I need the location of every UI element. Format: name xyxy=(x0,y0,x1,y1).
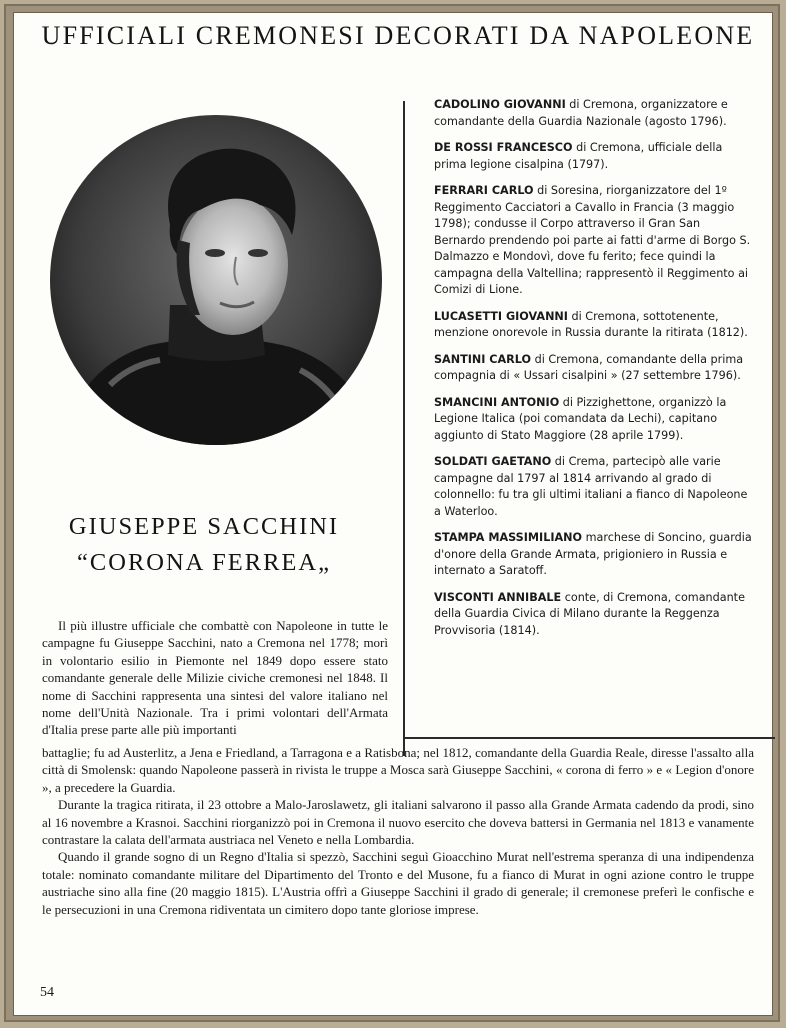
officer-name: VISCONTI ANNIBALE xyxy=(434,590,562,604)
body-paragraph-1-start: Il più illustre ufficiale che combattè con Napoleone in tutte le campagne fu Giuseppe Sacchini, nato a Cremona nel 1778; morì in volontario esilio in Piemonte nel 1849 dopo essere stato comandante generale delle Milizie civiche cremonesi nel 1848. Il nome di Sacchini rappresenta una sintesi del valore italiano nel nome dell'Unità Nazionale. Tra i primi volontari dell'Armata d'Italia prese parte alle più importanti xyxy=(42,618,388,738)
hero-name: GIUSEPPE SACCHINI xyxy=(68,513,340,540)
hero-nickname: “CORONA FERREA„ xyxy=(77,549,331,576)
list-item xyxy=(434,183,752,299)
officer-description: di Cremona, sottotenente, menzione onorevole in Russia durante la ritirata (1812). xyxy=(434,309,748,339)
list-item xyxy=(434,395,752,445)
officer-description: di Cremona, ufficiale della prima legione cisalpina (1797). xyxy=(434,141,723,171)
officer-name: CADOLINO GIOVANNI xyxy=(434,98,566,111)
officer-description: di Cremona, organizzatore e comandante della Guardia Nazionale (agosto 1796). xyxy=(434,98,728,128)
officers-list xyxy=(434,97,752,649)
hero-heading xyxy=(54,509,354,581)
column-divider-horizontal xyxy=(403,737,775,739)
column-divider-vertical xyxy=(403,101,405,756)
list-item xyxy=(434,590,752,640)
officer-name: STAMPA MASSIMILIANO xyxy=(434,531,583,544)
body-paragraph-1-end: battaglie; fu ad Austerlitz, a Jena e Friedland, a Tarragona e a Ratisbona; nel 1812, comandante della Guardia Reale, diresse l'assalto alla città di Smolensk: quando Napoleone passerà in rivista le truppe a Mosca sarà Giuseppe Sacchini, « corona di ferro » e « Legion d'onore », a precedere la Guardia. xyxy=(42,745,754,795)
list-item xyxy=(434,352,752,385)
document-page xyxy=(13,12,773,1016)
officer-name: SMANCINI ANTONIO xyxy=(434,395,560,409)
officer-description: di Pizzighettone, organizzò la Legione Italica (poi comandata da Lechi), capitano aggiunto di Stato Maggiore (28 aprile 1799). xyxy=(434,395,727,442)
list-item xyxy=(434,530,752,580)
list-item xyxy=(434,309,752,342)
list-item xyxy=(434,97,752,130)
body-paragraph-3: Quando il grande sogno di un Regno d'Italia si spezzò, Sacchini seguì Gioacchino Murat nell'estrema speranza di una indipendenza totale: nominato comandante militare del Dipartimento del Tronto e del Musone, fu a fianco di Murat in ogni azione contro le truppe austriache sino alla fine (20 maggio 1815). L'Austria offrì a Giuseppe Sacchini il grado di generale; il cremonese preferì le confische e le persecuzioni in una Cremona ridiventata un cimitero dopo tante gloriose imprese. xyxy=(42,849,754,917)
officer-description: marchese di Soncino, guardia d'onore della Grande Armata, prigioniero in Russia e internato a Saratoff. xyxy=(434,531,752,577)
officer-name: FERRARI CARLO xyxy=(434,184,534,197)
officer-name: DE ROSSI FRANCESCO xyxy=(434,141,573,154)
officer-name: SOLDATI GAETANO xyxy=(434,455,552,468)
officer-name: LUCASETTI GIOVANNI xyxy=(434,309,568,323)
officer-name: SANTINI CARLO xyxy=(434,352,532,366)
portrait-image xyxy=(50,115,382,445)
officer-description: di Cremona, comandante della prima compagnia di « Ussari cisalpini » (27 settembre 1796). xyxy=(434,352,744,382)
officer-description: di Crema, partecipò alle varie campagne dal 1797 al 1814 arrivando al grado di colonnello: fu tra gli ultimi italiani a fianco di Napoleone a Waterloo. xyxy=(434,455,748,518)
officer-description: di Soresina, riorganizzatore del 1º Reggimento Cacciatori a Cavallo in Francia (3 maggio 1798); condusse il Corpo attraverso il Gran San Bernardo prendendo poi parte ai fatti d'arme di Borgo S. Dalmazzo e Mondovì, dove fu ferito; fece quindi la campagna della Valtellina; rappresentò il Reggimento ai Comizi di Lione. xyxy=(434,184,751,296)
body-text-wide xyxy=(42,744,754,918)
portrait-illustration xyxy=(50,115,382,445)
body-paragraph-2: Durante la tragica ritirata, il 23 ottobre a Malo-Jaroslawetz, gli italiani salvarono il passo alla Grande Armata cadendo da prodi, sino al 16 novembre a Krasnoi. Sacchini riorganizzò poi in Cremona il nuovo esercito che doveva battersi in Germania nel 1813 e vanamente contrastare la calata dell'armata austriaca nel Veneto e nella Lombardia. xyxy=(42,797,754,848)
list-item xyxy=(434,454,752,520)
page-number: 54 xyxy=(40,985,54,1000)
list-item xyxy=(434,140,752,173)
page-title: UFFICIALI CREMONESI DECORATI DA NAPOLEONE xyxy=(41,21,755,50)
officer-description: conte, di Cremona, comandante della Guardia Civica di Milano durante la Reggenza Provvisoria (1814). xyxy=(434,590,745,637)
